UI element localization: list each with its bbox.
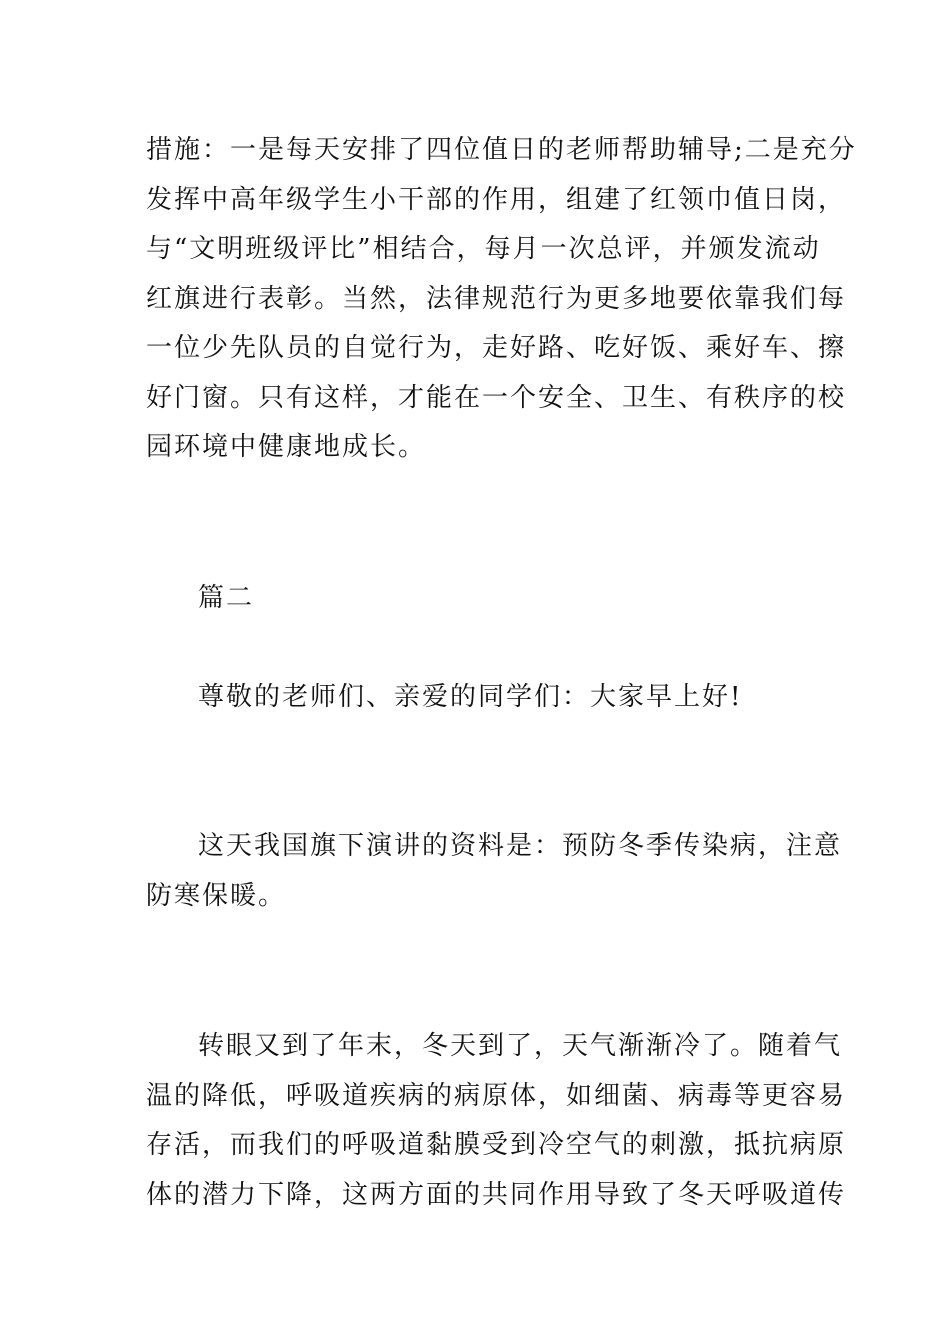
paragraph-2-line: 防寒保暖。 [146, 880, 287, 911]
paragraph-1 [146, 126, 857, 473]
paragraph-3 [146, 1022, 847, 1220]
greeting: 尊敬的老师们、亲爱的同学们：大家早上好! [198, 682, 743, 712]
paragraph-3-line: 温的降低，呼吸道疾病的病原体，如细菌、病毒等更容易 [146, 1080, 847, 1111]
paragraph-1-line: 园环境中健康地成长。 [146, 432, 427, 462]
paragraph-3-line: 存活，而我们的呼吸道黏膜受到冷空气的刺激，抵抗病原 [146, 1130, 847, 1160]
paragraph-1-line: 与“文明班级评比”相结合，每月一次总评，并颁发流动 [146, 234, 821, 264]
paragraph-3-line: 转眼又到了年末，冬天到了，天气渐渐冷了。随着气 [198, 1031, 843, 1061]
paragraph-3-line: 体的潜力下降，这两方面的共同作用导致了冬天呼吸道传 [146, 1179, 847, 1210]
paragraph-1-line: 红旗进行表彰。当然，法律规范行为更多地要依靠我们每 [146, 283, 847, 314]
paragraph-1-line: 措施：一是每天安排了四位值日的老师帮助辅导;二是充分 [146, 135, 857, 165]
section-heading: 篇二 [198, 583, 255, 613]
paragraph-2-line: 这天我国旗下演讲的资料是：预防冬季传染病，注意 [198, 831, 843, 861]
greeting-block [146, 673, 816, 723]
paragraph-1-line: 一位少先队员的自觉行为，走好路、吃好饭、乘好车、擦 [146, 333, 847, 363]
paragraph-1-line: 发挥中高年级学生小干部的作用，组建了红领巾值日岗， [146, 184, 847, 215]
paragraph-1-line: 好门窗。只有这样，才能在一个安全、卫生、有秩序的校 [146, 382, 847, 413]
paragraph-2 [146, 822, 843, 921]
section-heading-block [146, 574, 816, 624]
